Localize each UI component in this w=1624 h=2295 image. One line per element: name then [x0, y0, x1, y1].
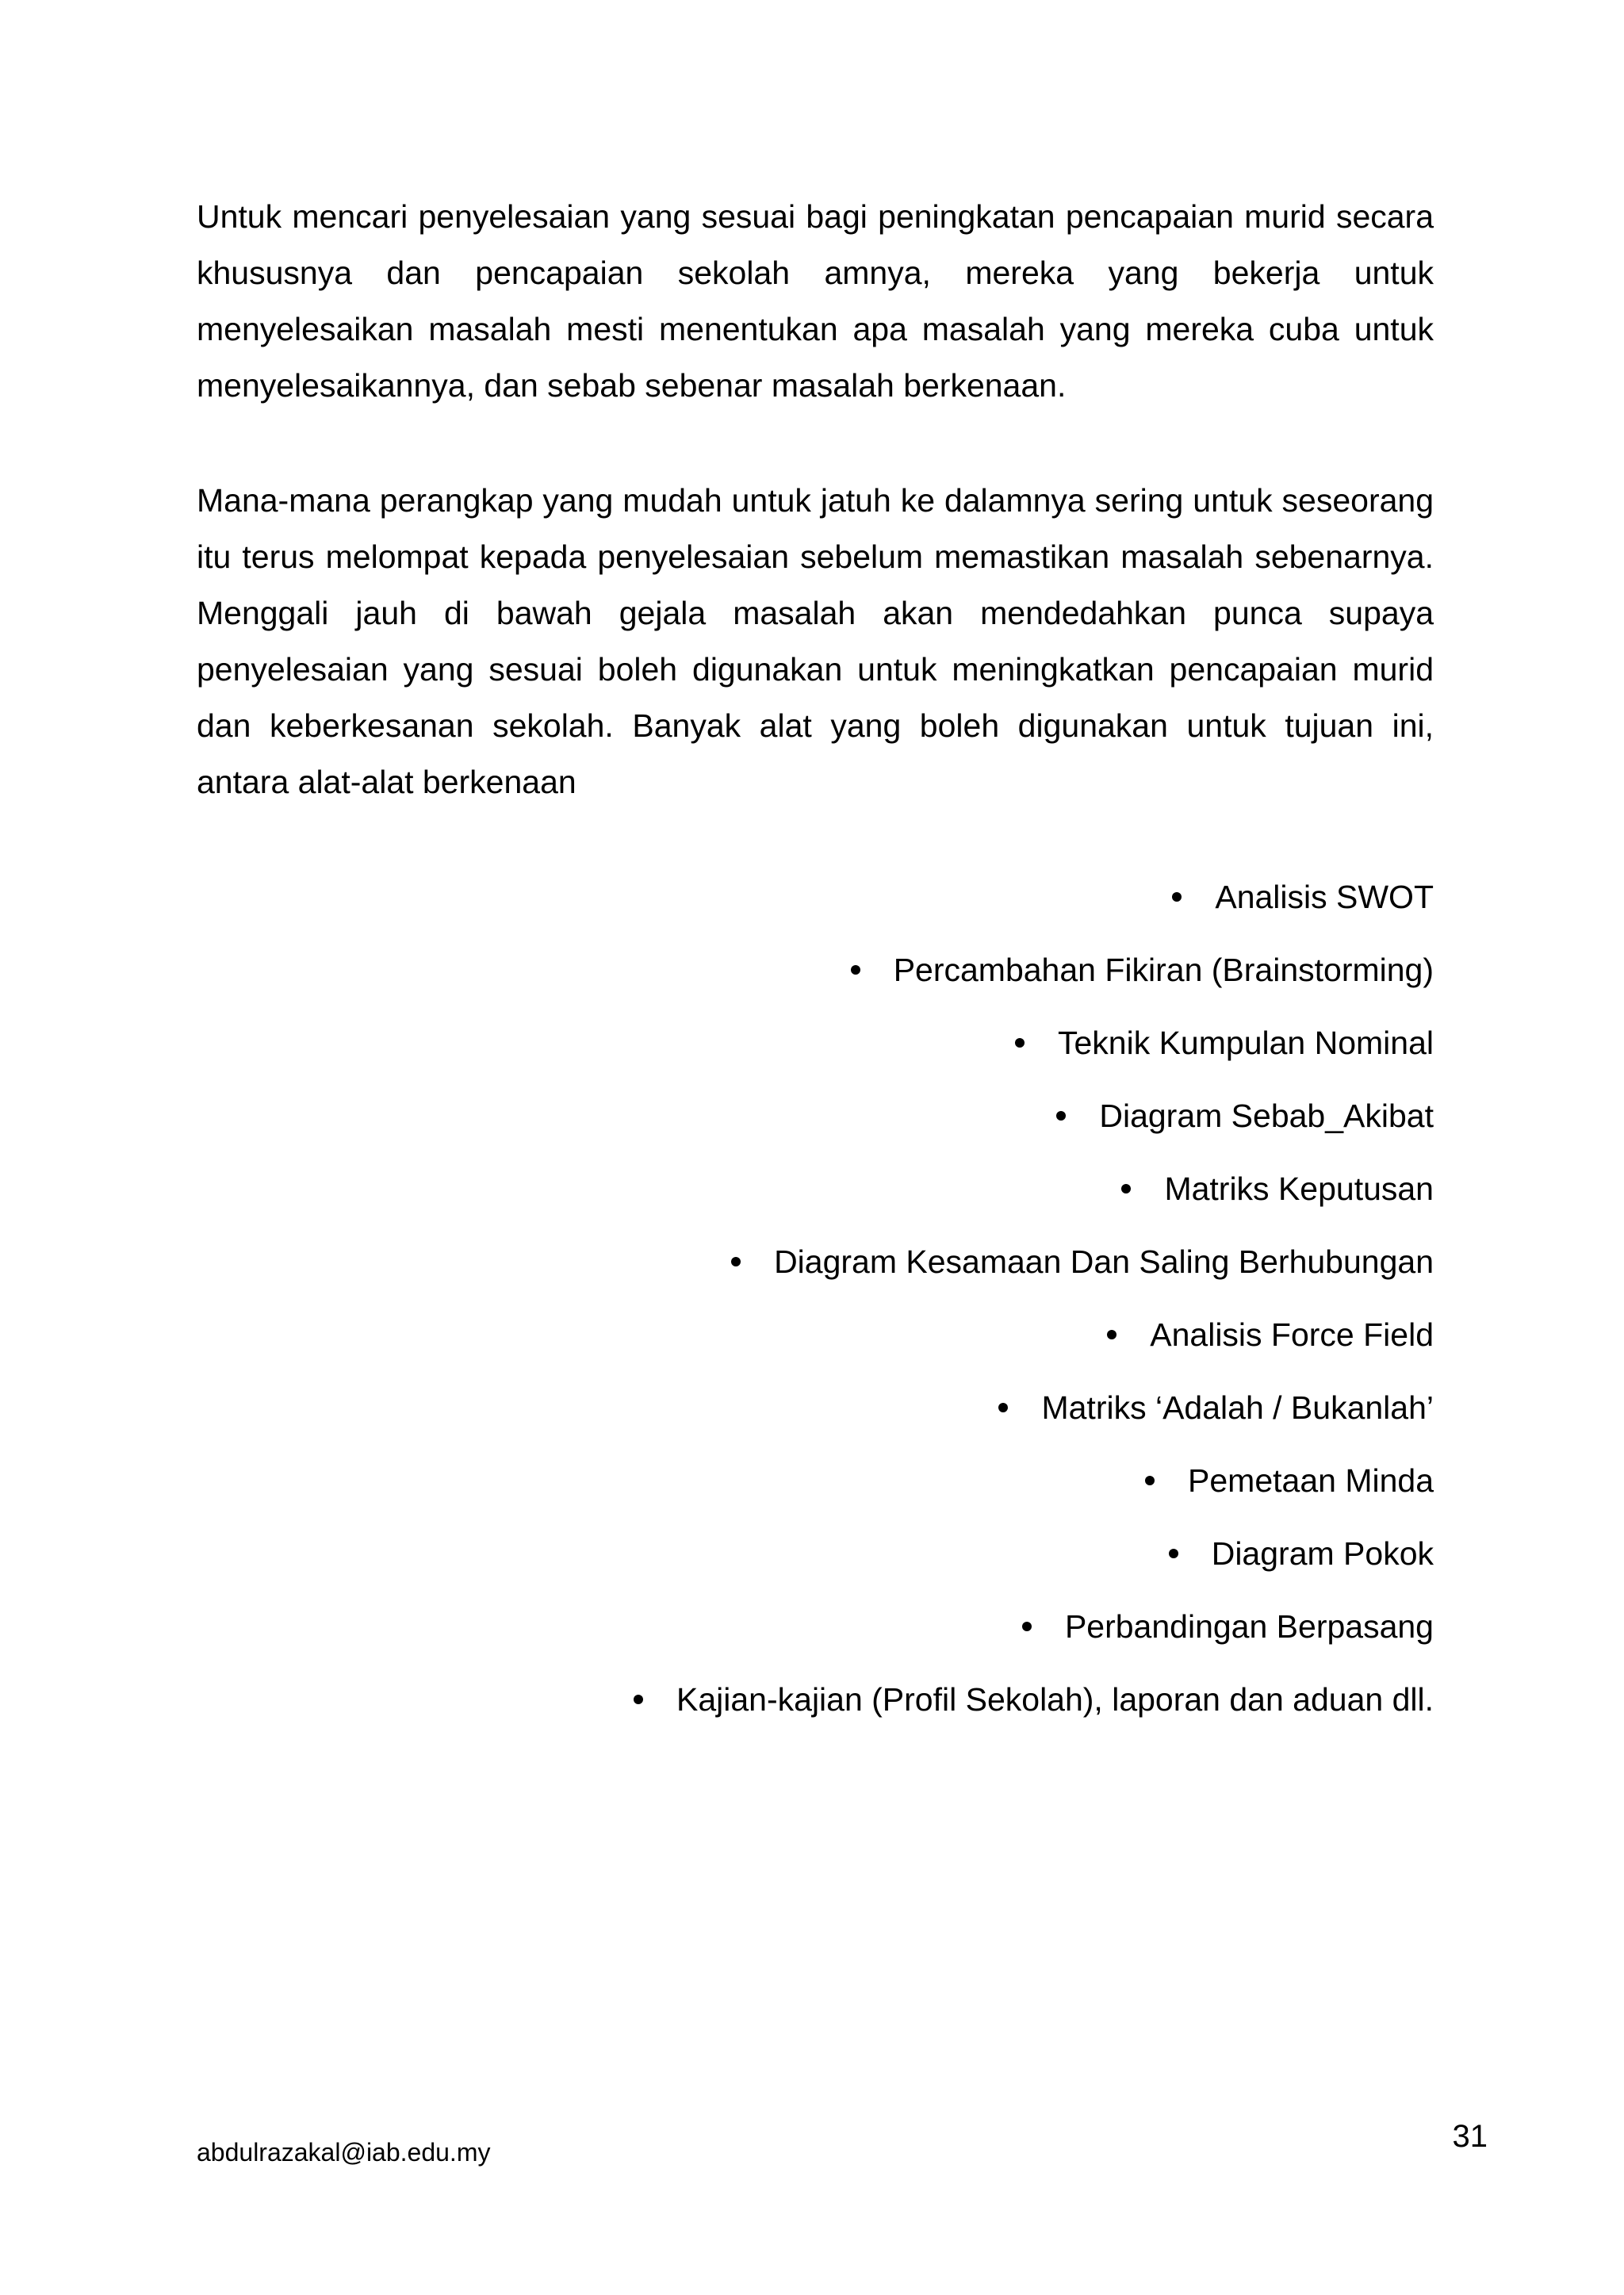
bullet-icon — [1145, 1476, 1155, 1485]
tool-label: Matriks Keputusan — [1164, 1170, 1434, 1207]
tool-label: Perbandingan Berpasang — [1064, 1608, 1434, 1645]
tool-label: Analisis SWOT — [1215, 879, 1434, 915]
bullet-icon — [1172, 892, 1182, 902]
tools-list — [634, 869, 1434, 1745]
list-item — [634, 1088, 1434, 1161]
list-item — [634, 1453, 1434, 1526]
list-item — [634, 1015, 1434, 1088]
bullet-icon — [634, 1695, 643, 1704]
list-item — [634, 1672, 1434, 1745]
page-number: 31 — [1452, 2119, 1488, 2154]
tool-label: Percambahan Fikiran (Brainstorming) — [893, 952, 1434, 988]
bullet-icon — [1056, 1111, 1066, 1121]
tool-label: Teknik Kumpulan Nominal — [1057, 1025, 1434, 1061]
list-item — [634, 1234, 1434, 1307]
paragraph-tools-intro: Mana-mana perangkap yang mudah untuk jatuh ke dalamnya sering untuk seseorang itu terus melompat kepada penyelesaian sebelum memastikan masalah sebenarnya. Menggali jauh di bawah gejala masalah akan mendedahkan punca supaya penyelesaian yang sesuai boleh digunakan untuk meningkatkan pencapaian murid dan keberkesanan sekolah. Banyak alat yang boleh digunakan untuk tujuan ini, antara alat-alat berkenaan — [197, 482, 1434, 800]
tool-label: Diagram Sebab_Akibat — [1099, 1098, 1434, 1134]
footer-email: abdulrazakal@iab.edu.my — [197, 2138, 491, 2167]
paragraph-intro: Untuk mencari penyelesaian yang sesuai bagi peningkatan pencapaian murid secara khususnya dan pencapaian sekolah amnya, mereka yang bekerja untuk menyelesaikan masalah mesti menentukan apa masalah yang mereka cuba untuk menyelesaikannya, dan sebab sebenar masalah berkenaan. — [197, 198, 1434, 404]
list-item — [634, 1307, 1434, 1380]
tool-label: Analisis Force Field — [1150, 1316, 1434, 1353]
list-item — [634, 1526, 1434, 1599]
list-item — [634, 1161, 1434, 1234]
list-item — [634, 1380, 1434, 1453]
list-item — [634, 869, 1434, 942]
bullet-icon — [1107, 1330, 1116, 1339]
bullet-icon — [1022, 1622, 1032, 1631]
tool-label: Matriks ‘Adalah / Bukanlah’ — [1041, 1389, 1434, 1426]
bullet-icon — [731, 1257, 741, 1266]
list-item — [634, 942, 1434, 1015]
tool-label: Diagram Kesamaan Dan Saling Berhubungan — [774, 1243, 1434, 1280]
bullet-icon — [1169, 1549, 1178, 1558]
tool-label: Pemetaan Minda — [1188, 1462, 1434, 1499]
bullet-icon — [851, 965, 860, 975]
list-item — [634, 1599, 1434, 1672]
tool-label: Diagram Pokok — [1211, 1535, 1434, 1572]
tool-label: Kajian-kajian (Profil Sekolah), laporan dan aduan dll. — [676, 1681, 1434, 1718]
bullet-icon — [1121, 1184, 1131, 1193]
bullet-icon — [1015, 1038, 1025, 1048]
bullet-icon — [998, 1403, 1008, 1412]
